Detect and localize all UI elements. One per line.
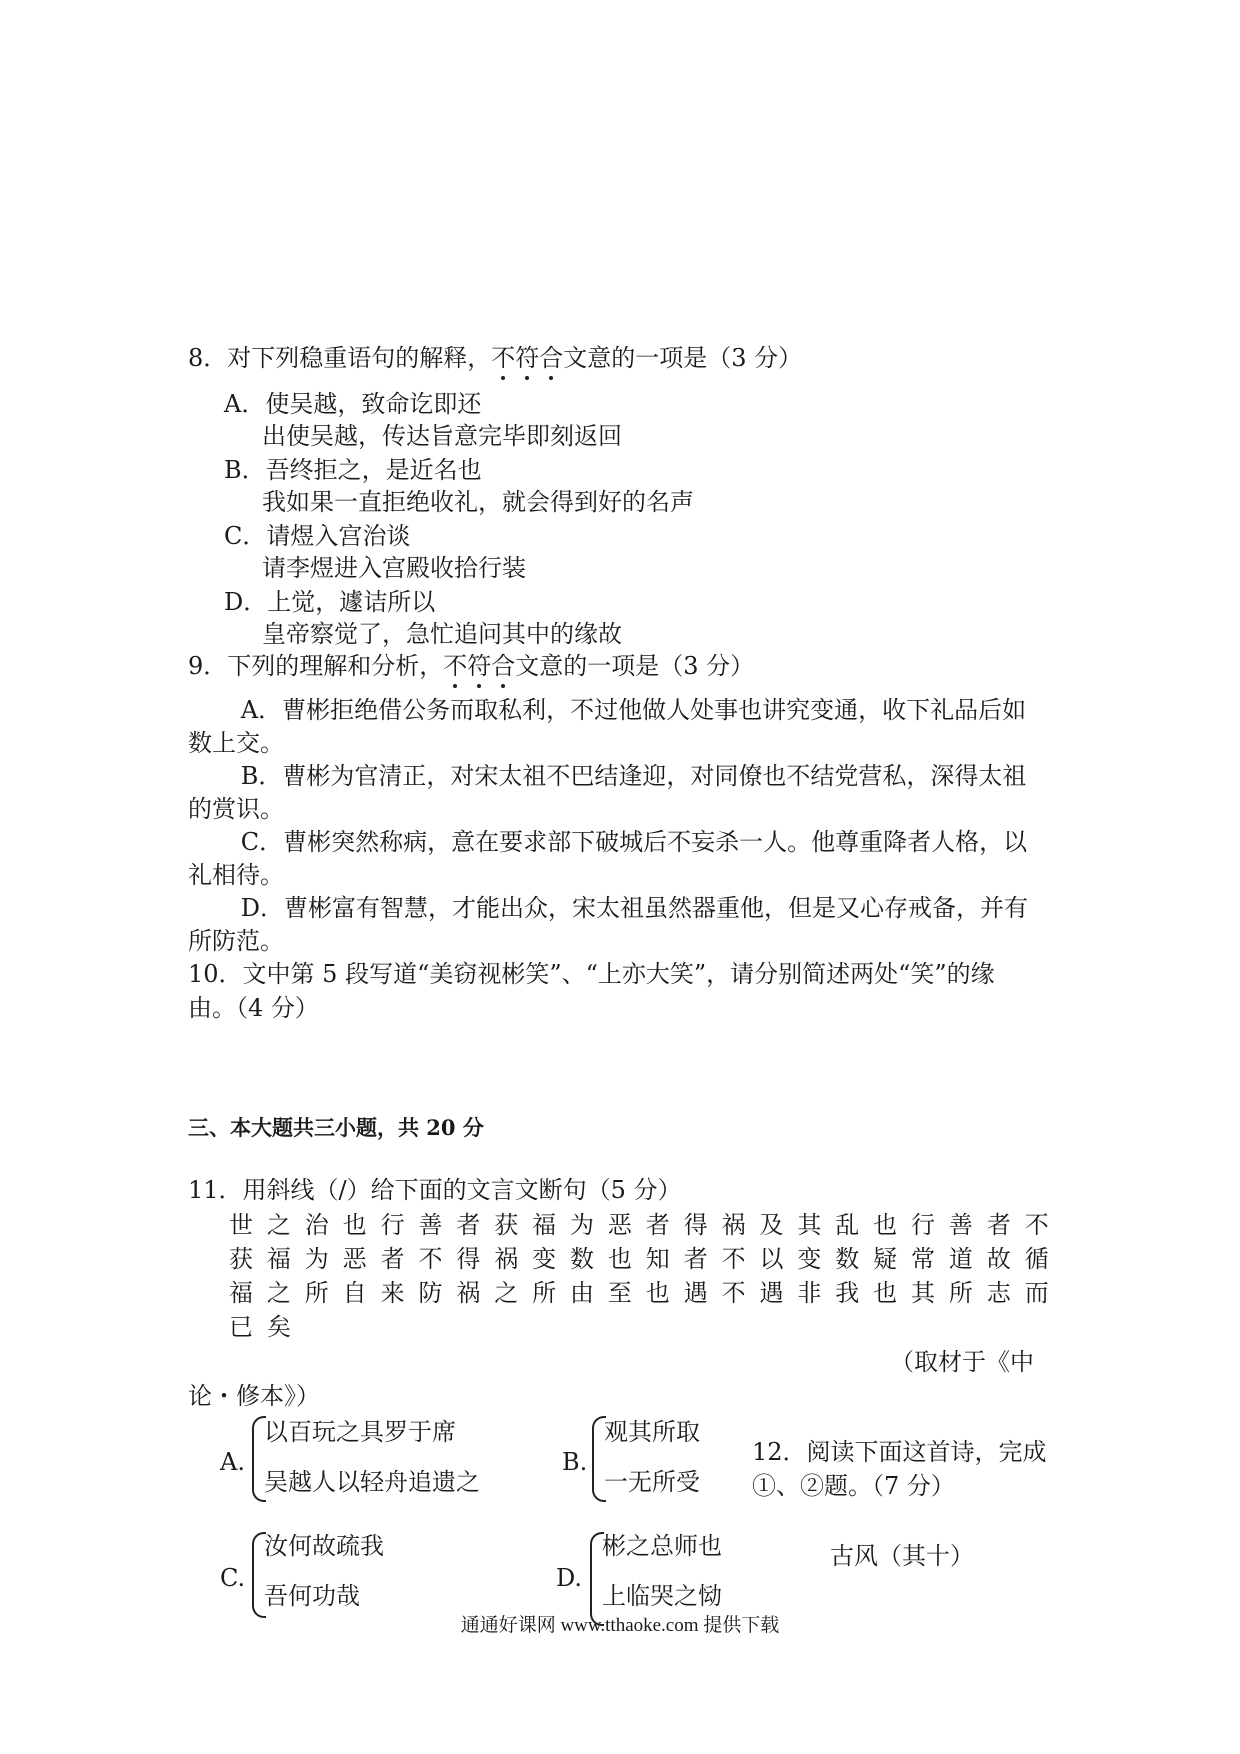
q11-char: 也: [607, 1245, 632, 1273]
q11-char: 不: [721, 1245, 746, 1273]
q11-char: 恶: [607, 1211, 632, 1239]
q8-option-b-explanation: 我如果一直拒绝收礼，就会得到好的名声: [262, 488, 694, 516]
emph-char: 不: [491, 344, 516, 372]
q12-stem-line1: 12．阅读下面这首诗，完成: [752, 1438, 1047, 1466]
q12-stem-line2: ①、②题。（7 分）: [752, 1472, 955, 1500]
q11-char: 以: [759, 1245, 784, 1273]
q11-char: 所: [304, 1279, 329, 1307]
q11-char: 祸: [494, 1245, 519, 1273]
q8-option-b: B．吾终拒之，是近名也: [224, 456, 482, 484]
q11-char: 志: [986, 1279, 1011, 1307]
q11-char: 所: [948, 1279, 973, 1307]
word-group-b-line2: 一无所受: [604, 1468, 700, 1496]
q11-char: 获: [229, 1245, 253, 1273]
q11-char: 为: [570, 1211, 595, 1239]
q11-text-row: [224, 1208, 1054, 1242]
q11-char: 之: [266, 1279, 291, 1307]
q8-option-c-explanation: 请李煜进入宫殿收拾行装: [262, 554, 526, 582]
word-group-c-line2: 吾何功哉: [264, 1582, 360, 1610]
word-group-b-line1: 观其所取: [604, 1418, 700, 1446]
q11-char: 善: [418, 1211, 443, 1239]
poem-title: 古风（其十）: [830, 1542, 974, 1570]
q11-char: 也: [645, 1279, 670, 1307]
q11-char: 为: [304, 1245, 329, 1273]
q11-char: 行: [380, 1211, 405, 1239]
q11-char: 恶: [342, 1245, 367, 1273]
q11-char: 由: [570, 1279, 595, 1307]
q9-stem: 9．下列的理解和分析，不符合文意的一项是（3 分）: [188, 652, 755, 680]
q11-char: 善: [948, 1211, 973, 1239]
q11-char: 不: [418, 1245, 443, 1273]
q8-option-d-explanation: 皇帝察觉了，急忙追问其中的缘故: [262, 620, 622, 648]
q11-char: 福: [532, 1211, 557, 1239]
q11-char: 者: [645, 1211, 670, 1239]
q11-char: 所: [532, 1279, 557, 1307]
q11-char: 不: [1024, 1211, 1049, 1239]
q11-source-line2: 论・修本》）: [188, 1382, 320, 1410]
q11-char: 遇: [759, 1279, 784, 1307]
q8-option-a: A．使吴越，致命讫即还: [224, 390, 482, 418]
q8-option-d: D．上觉，遽诘所以: [224, 588, 436, 616]
q11-source-line1: （取材于《中: [890, 1348, 1034, 1376]
q11-char: 防: [418, 1279, 443, 1307]
q11-char: 数: [570, 1245, 595, 1273]
q11-char: 道: [948, 1245, 973, 1273]
q11-char: 者: [986, 1211, 1011, 1239]
q11-char: 得: [683, 1211, 708, 1239]
emph-char: 符: [467, 652, 492, 680]
q11-text-row: [224, 1276, 1054, 1310]
q11-char: 得: [456, 1245, 481, 1273]
emph-char: 符: [515, 344, 540, 372]
q11-char: 获: [494, 1211, 519, 1239]
q10-stem-line1: 10．文中第 5 段写道“美窃视彬笑”、“上亦大笑”，请分别简述两处“笑”的缘: [188, 960, 995, 988]
q9-option-b: B．曹彬为官清正，对宋太祖不巴结逢迎，对同僚也不结党营私，深得太祖的赏识。: [188, 762, 1027, 823]
q11-char: 也: [873, 1279, 898, 1307]
q11-char: 也: [873, 1211, 898, 1239]
q11-char: 知: [645, 1245, 670, 1273]
q11-char: 常: [911, 1245, 936, 1273]
word-group-a-line1: 以百玩之具罗于席: [264, 1418, 456, 1446]
q11-char: 之: [494, 1279, 519, 1307]
q11-char: 变: [532, 1245, 557, 1273]
word-group-a-label: A.: [220, 1448, 245, 1476]
q8-stem: 8．对下列稳重语句的解释，不符合文意的一项是（3 分）: [188, 344, 803, 372]
q11-char: 者: [456, 1211, 481, 1239]
q11-char: 自: [342, 1279, 367, 1307]
q9-option-a: A．曹彬拒绝借公务而取私利，不过他做人处事也讲究变通，收下礼品后如数上交。: [188, 696, 1027, 757]
q11-stem: 11．用斜线（/）给下面的文言文断句（5 分）: [188, 1176, 682, 1204]
q11-char: 至: [607, 1279, 632, 1307]
q11-char: 治: [304, 1211, 329, 1239]
q11-char: 来: [380, 1279, 405, 1307]
q11-char: 故: [986, 1245, 1011, 1273]
word-group-d-line2: 上临哭之恸: [602, 1582, 722, 1610]
q11-char: 我: [835, 1279, 860, 1307]
emph-char: 合: [539, 344, 564, 372]
q11-char: 福: [229, 1279, 253, 1307]
word-group-d-label: D.: [556, 1564, 583, 1592]
q11-char: 其: [797, 1211, 822, 1239]
q11-char: 非: [797, 1279, 822, 1307]
q11-char: 也: [342, 1211, 367, 1239]
q11-char: 矣: [267, 1313, 291, 1341]
q11-char: 已: [229, 1313, 253, 1341]
q11-char: 循: [1024, 1245, 1049, 1273]
q11-char: 及: [759, 1211, 784, 1239]
q9-option-d: D．曹彬富有智慧，才能出众，宋太祖虽然器重他，但是又心存戒备，并有所防范。: [188, 894, 1029, 955]
q11-text-row: [224, 1310, 1054, 1344]
emph-char: 不: [443, 652, 468, 680]
q11-char: 疑: [873, 1245, 898, 1273]
q11-char: 者: [380, 1245, 405, 1273]
q11-char: 之: [266, 1211, 291, 1239]
q11-char: 行: [911, 1211, 936, 1239]
q11-char: 者: [683, 1245, 708, 1273]
q11-char: 变: [797, 1245, 822, 1273]
q11-char: 世: [229, 1211, 253, 1239]
section-3-title: 三、本大题共三小题，共 20 分: [188, 1115, 484, 1140]
q11-char: 数: [835, 1245, 860, 1273]
page-footer: 通通好课网 www.tthaoke.com 提供下载: [460, 1615, 780, 1636]
q11-char: 祸: [721, 1211, 746, 1239]
word-group-c-line1: 汝何故疏我: [264, 1532, 384, 1560]
q11-char: 遇: [683, 1279, 708, 1307]
word-group-d-line1: 彬之总师也: [602, 1532, 722, 1560]
q11-text-row: [224, 1242, 1054, 1276]
q8-option-c: C．请煜入宫治谈: [224, 522, 411, 550]
word-group-c-label: C.: [220, 1564, 246, 1592]
q11-char: 福: [266, 1245, 291, 1273]
word-group-b-label: B.: [562, 1448, 588, 1476]
q11-char: 祸: [456, 1279, 481, 1307]
q11-text-grid: [224, 1208, 1054, 1344]
q9-option-c: C．曹彬突然称病，意在要求部下破城后不妄杀一人。他尊重降者人格，以礼相待。: [188, 828, 1028, 889]
q11-char: 而: [1024, 1279, 1049, 1307]
q10-stem-line2: 由。（4 分）: [188, 994, 319, 1022]
q11-char: 其: [911, 1279, 936, 1307]
q11-char: 乱: [835, 1211, 860, 1239]
emph-char: 合: [491, 652, 516, 680]
q11-char: 不: [721, 1279, 746, 1307]
word-group-a-line2: 吴越人以轻舟追遗之: [264, 1468, 480, 1496]
q8-option-a-explanation: 出使吴越，传达旨意完毕即刻返回: [262, 422, 622, 450]
